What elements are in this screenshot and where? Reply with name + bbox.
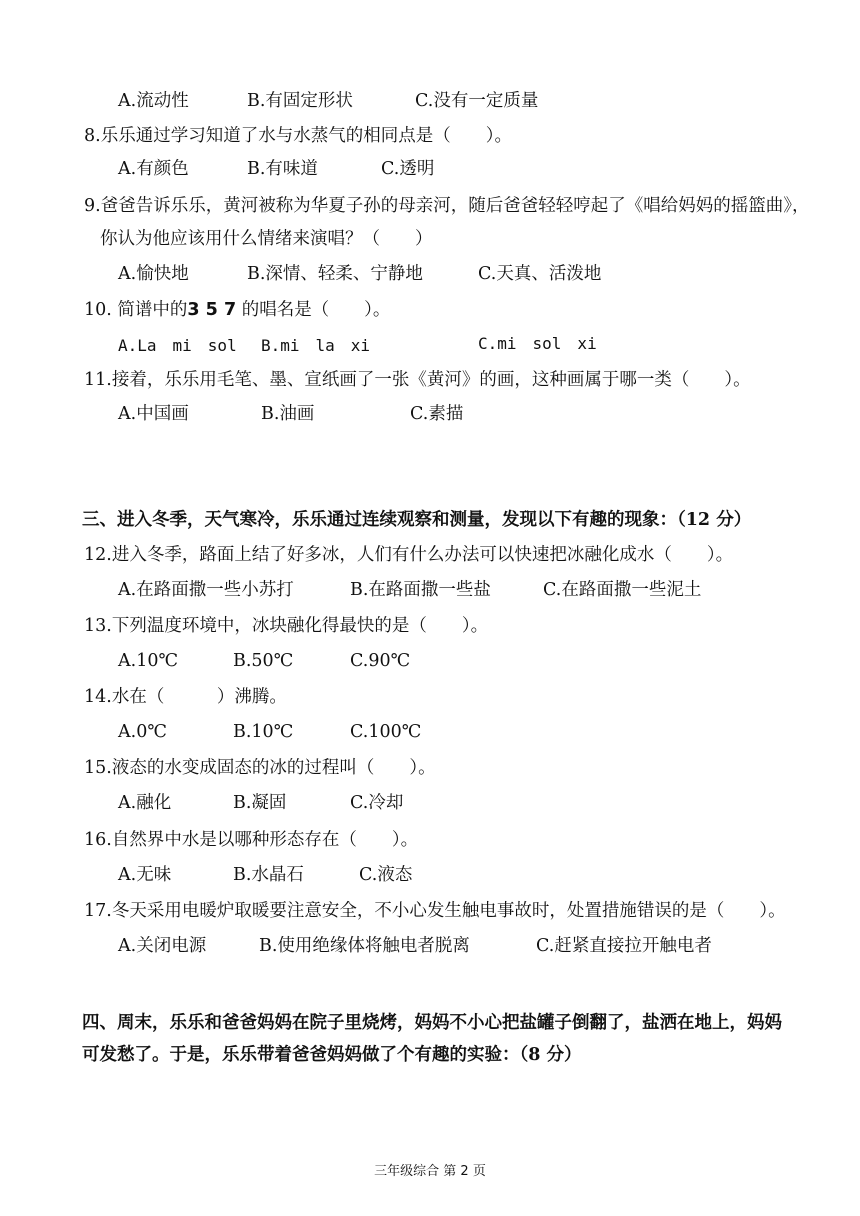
q10-stem-suffix: 的唱名是（ ）。 [236,300,391,320]
section-4-heading-line2: 可发愁了。于是，乐乐带着爸爸妈妈做了个有趣的实验：（8 分） [82,1045,582,1065]
q12-option-c: C.在路面撒一些泥土 [543,580,702,600]
q9-stem-line2: 你认为他应该用什么情绪来演唱？（ ） [100,229,433,249]
page-footer: 三年级综合 第 2 页 [374,1164,486,1179]
q15-stem: 15.液态的水变成固态的冰的过程叫（ ）。 [84,758,436,778]
q11-option-b: B.油画 [261,404,315,424]
q10-stem [84,298,390,322]
q15-option-b: B.凝固 [233,793,287,813]
q12-option-a: A.在路面撒一些小苏打 [118,580,294,600]
q15-option-a: A.融化 [118,793,172,813]
q14-stem: 14.水在（ ）沸腾。 [84,687,287,707]
q16-option-c: C.液态 [359,865,413,885]
q13-stem: 13.下列温度环境中，冰块融化得最快的是（ ）。 [84,616,489,636]
q9-stem-line1: 9.爸爸告诉乐乐，黄河被称为华夏子孙的母亲河，随后爸爸轻轻哼起了《唱给妈妈的摇篮曲》， [84,196,810,216]
q8-option-a: A.有颜色 [118,159,189,179]
q9-option-b: B.深情、轻柔、宁静地 [247,264,423,284]
q7-option-b: B.有固定形状 [247,91,353,111]
q10-option-c: C.mi sol xi [478,334,597,353]
q7-option-c: C.没有一定质量 [415,91,539,111]
q16-stem: 16.自然界中水是以哪种形态存在（ ）。 [84,830,419,850]
q8-stem: 8.乐乐通过学习知道了水与水蒸气的相同点是（ ）。 [84,126,512,146]
q10-option-a: A.La mi sol [118,336,237,355]
q16-option-b: B.水晶石 [233,865,304,885]
q9-option-a: A.愉快地 [118,264,189,284]
q17-stem: 17.冬天采用电暖炉取暖要注意安全，不小心发生触电事故时，处置措施错误的是（ ）。 [84,901,786,921]
q8-option-c: C.透明 [381,159,435,179]
q13-option-b: B.50℃ [233,651,294,671]
q13-option-c: C.90℃ [350,651,411,671]
q12-option-b: B.在路面撒一些盐 [350,580,491,600]
q9-option-c: C.天真、活泼地 [478,264,602,284]
q13-option-a: A.10℃ [118,651,179,671]
q17-option-c: C.赶紧直接拉开触电者 [536,936,712,956]
q10-option-b: B.mi la xi [261,336,371,355]
section-4-heading-line1: 四、周末，乐乐和爸爸妈妈在院子里烧烤，妈妈不小心把盐罐子倒翻了，盐洒在地上，妈妈 [82,1013,782,1033]
q8-option-b: B.有味道 [247,159,318,179]
q17-option-b: B.使用绝缘体将触电者脱离 [259,936,470,956]
q11-option-a: A.中国画 [118,404,189,424]
q7-option-a: A.流动性 [118,91,189,111]
q15-option-c: C.冷却 [350,793,404,813]
q10-notation: 3 5 7 [187,300,237,320]
section-3-heading: 三、进入冬季，天气寒冷，乐乐通过连续观察和测量，发现以下有趣的现象：（12 分） [82,510,752,530]
q16-option-a: A.无味 [118,865,172,885]
q12-stem: 12.进入冬季，路面上结了好多冰，人们有什么办法可以快速把冰融化成水（ ）。 [84,545,734,565]
q14-option-c: C.100℃ [350,722,422,742]
q17-option-a: A.关闭电源 [118,936,207,956]
q11-option-c: C.素描 [410,404,464,424]
q11-stem: 11.接着，乐乐用毛笔、墨、宣纸画了一张《黄河》的画，这种画属于哪一类（ ）。 [84,370,751,390]
q14-option-a: A.0℃ [118,722,167,742]
q10-stem-prefix: 10. 简谱中的 [84,300,188,320]
q14-option-b: B.10℃ [233,722,294,742]
